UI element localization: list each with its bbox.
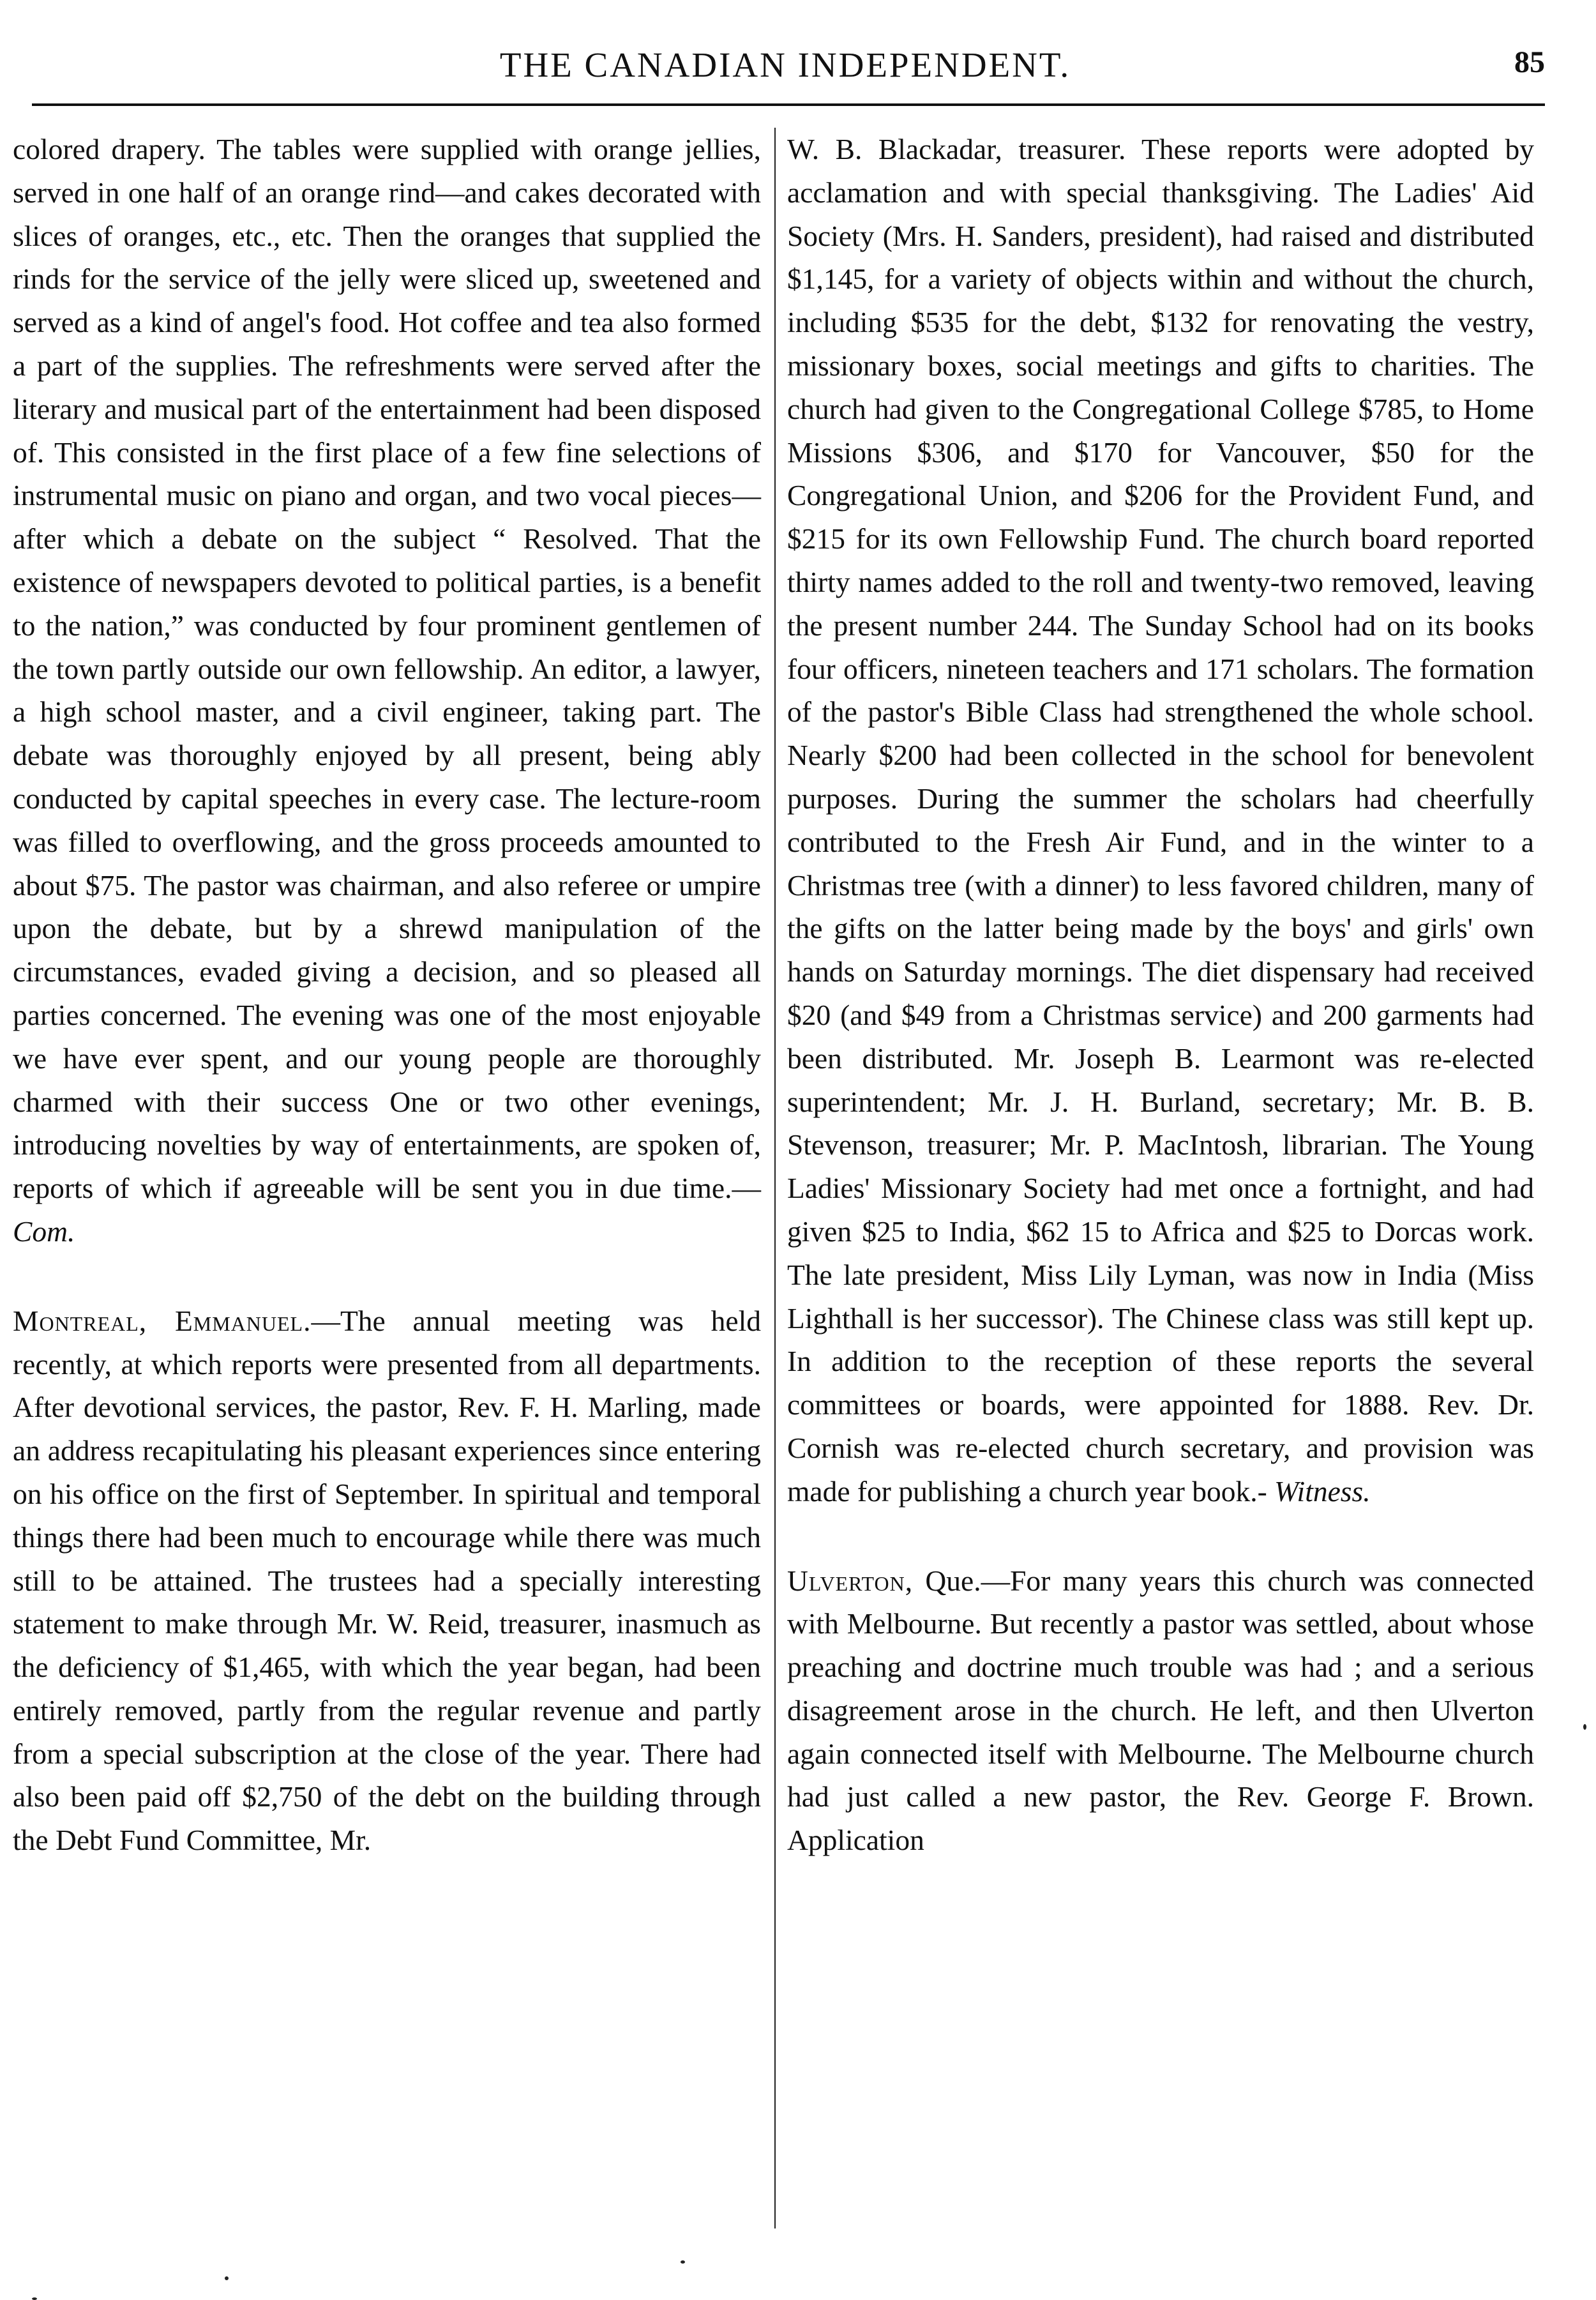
header-rule (32, 103, 1545, 106)
paragraph-gap (787, 1513, 1534, 1559)
ulverton-text: Que.—For many years this church was connected with Melbourne. But recently a pastor was settled, about whose preaching and doctrine much trouble was had ; and a serious disagreement arose in the church. He left, and then Ulverton again connected itself with Melbourne. The Melbourne church had just called a new pastor, the Rev. George F. Brown. Application (787, 1564, 1534, 1857)
speck (681, 2260, 685, 2264)
page-header (26, 45, 1545, 102)
montreal-emmanuel-report (13, 1299, 761, 1862)
speck (32, 2297, 37, 2300)
paragraph-gap (13, 1253, 761, 1299)
column-divider (774, 128, 776, 2228)
speck (1583, 1724, 1586, 1730)
report-text: —The annual meeting was held recently, at which reports were presented from all departments. After devotional services, the pastor, Rev. F. H. Marling, made an address recapitulating his pleasant experiences since entering on his office on the first of September. In spiritual and temporal things there had been much to encourage while there was much still to be attained. The trustees had a specially interesting statement to make through Mr. W. Reid, treasurer, inasmuch as the deficiency of $1,465, with which the year began, had been entirely removed, partly from the regular revenue and partly from a special subscription at the close of the year. There had also been paid off $2,750 of the debt on the building through the Debt Fund Committee, Mr. (13, 1304, 762, 1857)
publication-title: THE CANADIAN INDEPENDENT. (499, 45, 1071, 84)
montreal-emmanuel-continuation (787, 128, 1534, 1513)
continuation-text: W. B. Blackadar, treasurer. These reports were adopted by acclamation and with special thanksgiving. The Ladies' Aid Society (Mrs. H. Sanders, president), had raised and distributed $1,145, for a variety of objects within and without the church, including $535 for the debt, $132 for renovating the vestry, missionary boxes, social meetings and gifts to charities. The church had given to the Congregational College $785, to Home Missions $306, and $170 for Vancouver, $50 for the Congregational Union, and $206 for the Provident Fund, and $215 for its own Fellowship Fund. The church board reported thirty names added to the roll and twenty-two removed, leaving the present number 244. The Sunday School had on its books four officers, nineteen teachers and 171 scholars. The formation of the pastor's Bible Class had strengthened the whole school. Nearly $200 had been collected in the school for benevolent purposes. During the summer the scholars had cheerfully contributed to the Fresh Air Fund, and in the winter to a Christmas tree (with a dinner) to less favored children, many of the gifts on the latter being made by the boys' and girls' own hands on Saturday mornings. The diet dispensary had received $20 (and $49 from a Christmas service) and 200 garments had been distributed. Mr. Joseph B. Learmont was re-elected superintendent; Mr. J. H. Burland, secretary; Mr. B. B. Stevenson, treasurer; Mr. P. MacIntosh, librarian. The Young Ladies' Missionary Society had met once a fortnight, and had given $25 to India, $62 15 to Africa and $25 to Dorcas work. The late president, Miss Lily Lyman, was now in India (Miss Lighthall is her successor). The Chinese class was still kept up. In addition to the reception of these reports the several committees or boards, were appointed for 1888. Rev. Dr. Cornish was re-elected church secretary, and provision was made for publishing a church year book.- (787, 133, 1534, 1508)
left-column (13, 128, 761, 1862)
article-continuation-text: colored drapery. The tables were supplied with orange jellies, served in one half of an orange rind—and cakes decorated with slices of oranges, etc., etc. Then the oranges that supplied the rinds for the service of the jelly were sliced up, sweetened and served as a kind of angel's food. Hot coffee and tea also formed a part of the supplies. The refreshments were served after the literary and musical part of the entertainment had been disposed of. This consisted in the first place of a few fine selections of instrumental music on piano and organ, and two vocal pieces—after which a debate on the subject “ Resolved. That the existence of newspapers devoted to political parties, is a benefit to the nation,” was conducted by four prominent gentlemen of the town partly outside our own fellowship. An editor, a lawyer, a high school master, and a civil engineer, taking part. The debate was thoroughly enjoyed by all present, being ably conducted by capital speeches in every case. The lecture-room was filled to overflowing, and the gross proceeds amounted to about $75. The pastor was chairman, and also referee or umpire upon the debate, but by a shrewd manipulation of the circumstances, evaded giving a decision, and so pleased all parties concerned. The evening was one of the most enjoyable we have ever spent, and our young people are thoroughly charmed with their success One or two other evenings, introducing novelties by way of entertainments, are spoken of, reports of which if agreeable will be sent you in due time.— (13, 133, 761, 1205)
ulverton-report (787, 1559, 1534, 1863)
page-number: 85 (1514, 45, 1545, 79)
witness-signature: Witness. (1274, 1474, 1371, 1508)
article-continuation (13, 128, 761, 1253)
report-heading: Montreal, Emmanuel. (13, 1304, 312, 1337)
ulverton-heading: Ulverton, (787, 1564, 914, 1597)
article-signature: Com. (13, 1214, 75, 1248)
speck (225, 2276, 229, 2280)
right-column (787, 128, 1534, 1862)
